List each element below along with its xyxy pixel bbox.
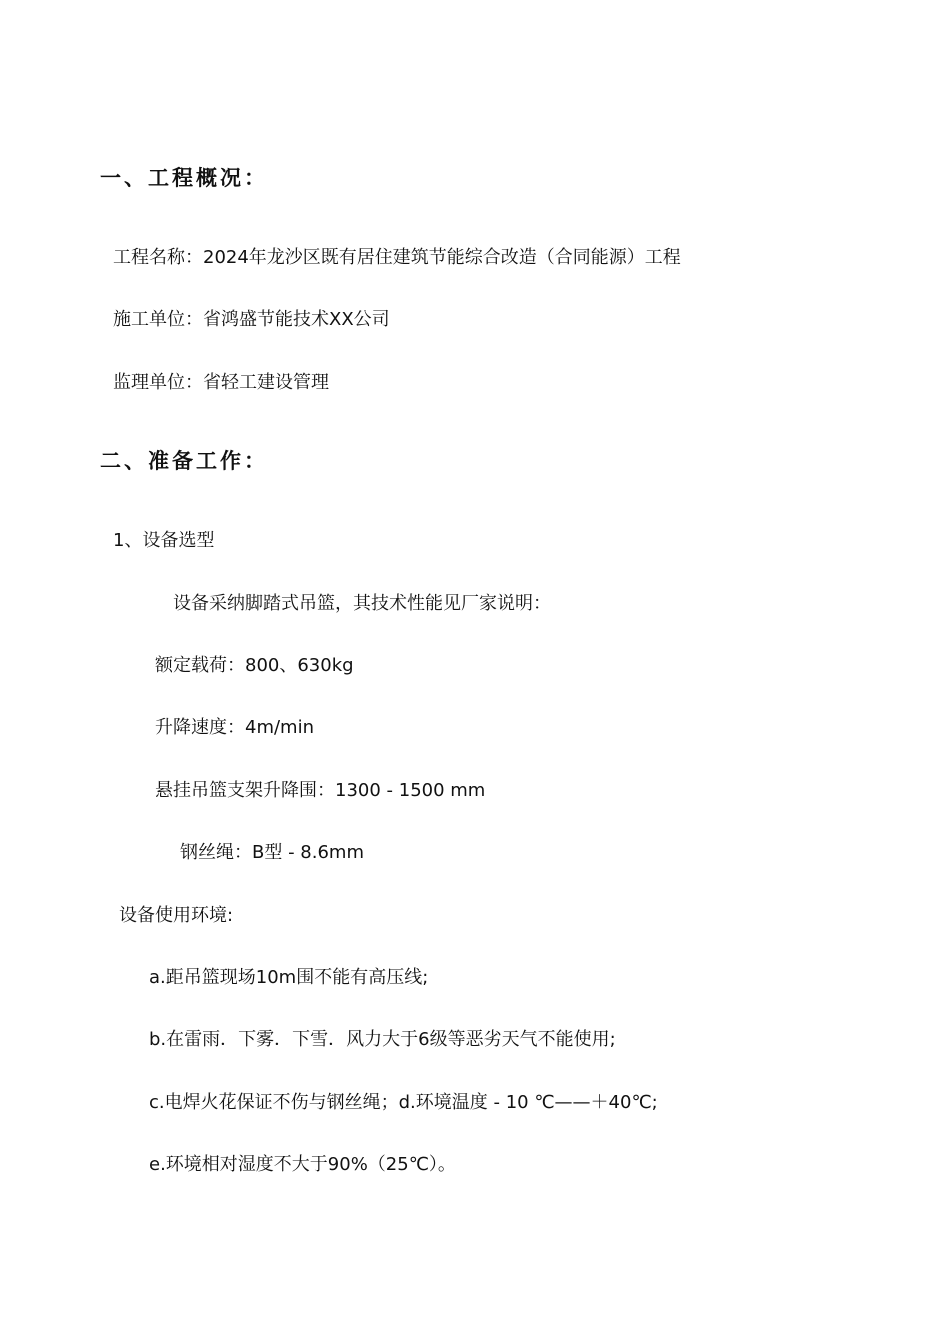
section1-heading: 一、工程概况： bbox=[100, 166, 268, 190]
rated-load-line: 额定载荷：800、630kg bbox=[155, 655, 354, 676]
environment-item-cd: c.电焊火花保证不伤与钢丝绳；d.环境温度 - 10 ℃——＋40℃; bbox=[149, 1092, 658, 1113]
supervisor-line: 监理单位：省轻工建设管理 bbox=[113, 372, 329, 393]
equipment-intro: 设备采纳脚踏式吊篮，其技术性能见厂家说明： bbox=[173, 593, 551, 614]
contractor-line: 施工单位：省鸿盛节能技术XX公司 bbox=[113, 309, 390, 330]
project-name-line: 工程名称：2024年龙沙区既有居住建筑节能综合改造（合同能源）工程 bbox=[113, 247, 681, 268]
environment-item-e: e.环境相对湿度不大于90%（25℃）。 bbox=[149, 1154, 456, 1175]
bracket-range-line: 悬挂吊篮支架升降围：1300 - 1500 mm bbox=[155, 780, 486, 801]
section2-heading: 二、准备工作： bbox=[100, 449, 268, 473]
lift-speed-line: 升降速度：4m/min bbox=[155, 717, 314, 738]
environment-title: 设备使用环境: bbox=[119, 905, 234, 926]
environment-item-b: b.在雷雨．下雾．下雪．风力大于6级等恶劣天气不能使用; bbox=[149, 1029, 616, 1050]
environment-item-a: a.距吊篮现场10m围不能有高压线; bbox=[149, 967, 429, 988]
item1-title: 1、设备选型 bbox=[113, 530, 215, 551]
wire-rope-line: 钢丝绳：B型 - 8.6mm bbox=[180, 842, 364, 863]
